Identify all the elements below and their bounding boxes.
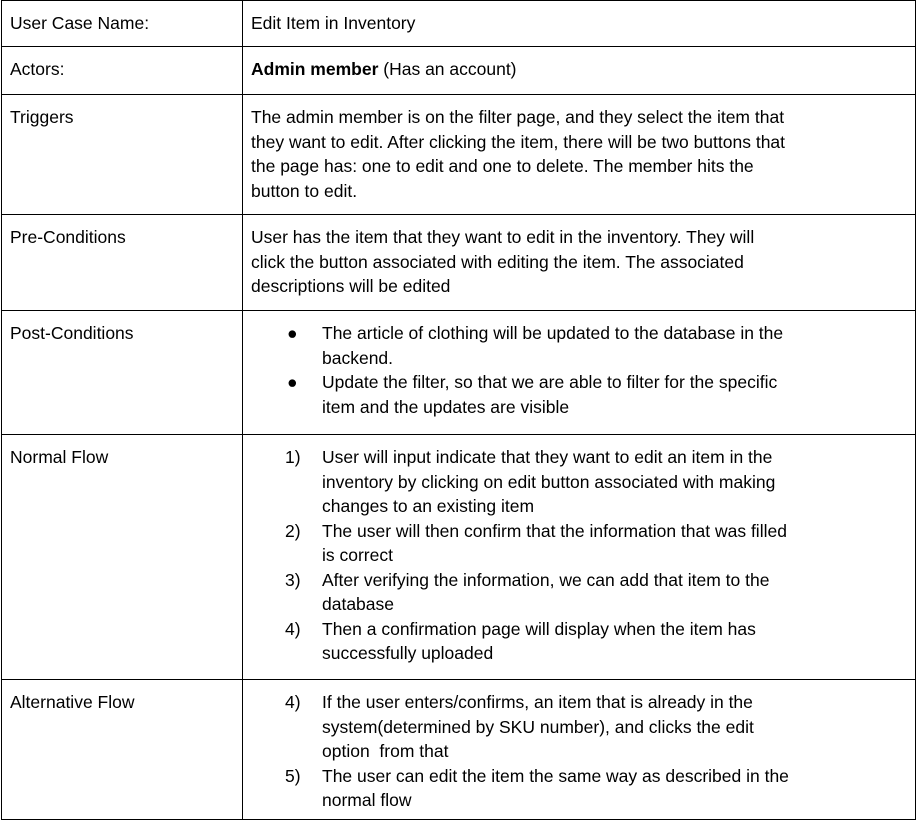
text-line: is correct — [322, 545, 393, 565]
label-triggers — [2, 95, 243, 215]
step-number: 2) — [285, 520, 301, 541]
value-pre-conditions — [243, 215, 916, 311]
step-number: 3) — [285, 569, 301, 590]
bullet-list — [251, 321, 907, 419]
label-text: Post-Conditions — [10, 323, 134, 343]
label-text: Alternative Flow — [10, 692, 135, 712]
step-number: 4) — [285, 692, 301, 712]
text-line: they want to edit. After clicking the item, there will be two buttons that — [251, 131, 786, 152]
list-item — [251, 617, 907, 666]
text-line: item and the updates are visible — [322, 396, 570, 417]
text-line: the page has: one to edit and one to delete. The member hits the — [251, 156, 754, 176]
triggers-text — [251, 95, 907, 203]
list-item — [251, 519, 907, 568]
text-line: successfully uploaded — [322, 643, 494, 663]
text-line: database — [322, 594, 395, 614]
text-line: normal flow — [322, 790, 412, 810]
text-line: button to edit. — [251, 180, 358, 201]
text-line: descriptions will be edited — [251, 276, 451, 296]
bullet-icon: ● — [287, 323, 298, 343]
label-text: Normal Flow — [10, 447, 109, 467]
text-line: The admin member is on the filter page, and they select the item that — [251, 107, 785, 127]
preconditions-text — [251, 215, 907, 299]
text-line: The user will then confirm that the information that was filled — [322, 520, 787, 541]
text-line: backend. — [322, 347, 394, 368]
text-line: User will input indicate that they want to edit an item in the — [322, 447, 773, 467]
step-number: 5) — [285, 765, 301, 786]
value-post-conditions — [243, 311, 916, 435]
list-item — [251, 568, 907, 617]
text-line: The article of clothing will be updated to the database in the — [322, 323, 784, 343]
actors-value — [251, 47, 907, 82]
value-use-case-name — [243, 1, 916, 47]
row-actors — [2, 47, 916, 95]
label-text: Triggers — [10, 107, 74, 127]
list-item — [251, 690, 907, 764]
label-alternative-flow — [2, 680, 243, 820]
label-pre-conditions — [2, 215, 243, 311]
row-pre-conditions — [2, 215, 916, 311]
value-actors — [243, 47, 916, 95]
list-item — [251, 370, 907, 419]
row-triggers — [2, 95, 916, 215]
label-use-case-name — [2, 1, 243, 47]
numbered-list — [251, 445, 907, 666]
text-line: The user can edit the item the same way as described in the — [322, 765, 789, 786]
label-text: Pre-Conditions — [10, 227, 126, 247]
text-line: User has the item that they want to edit in the inventory. They will — [251, 227, 755, 247]
row-use-case-name — [2, 1, 916, 47]
row-post-conditions — [2, 311, 916, 435]
text-line: option from that — [322, 741, 449, 761]
text-line: inventory by clicking on edit button associated with making — [322, 471, 776, 492]
numbered-list — [251, 690, 907, 813]
text-line: changes to an existing item — [322, 496, 535, 516]
text-line: system(determined by SKU number), and clicks the edit — [322, 716, 754, 737]
list-item — [251, 764, 907, 813]
text-line: If the user enters/confirms, an item that is already in the — [322, 692, 753, 712]
label-text: User Case Name: — [10, 13, 150, 33]
actor-name: Admin member — [251, 59, 379, 79]
text-line: After verifying the information, we can add that item to the — [322, 569, 770, 590]
value-normal-flow — [243, 435, 916, 680]
label-text: Actors: — [10, 59, 65, 79]
value-triggers — [243, 95, 916, 215]
actor-note: (Has an account) — [378, 59, 517, 79]
label-normal-flow — [2, 435, 243, 680]
list-item — [251, 321, 907, 370]
text-line: Update the filter, so that we are able to filter for the specific — [322, 372, 778, 392]
step-number: 4) — [285, 618, 301, 639]
label-post-conditions — [2, 311, 243, 435]
text-line: click the button associated with editing the item. The associated — [251, 251, 744, 272]
row-normal-flow — [2, 435, 916, 680]
value-alternative-flow — [243, 680, 916, 820]
text-line: Then a confirmation page will display when the item has — [322, 618, 756, 639]
bullet-icon: ● — [287, 372, 298, 392]
value-text: Edit Item in Inventory — [251, 13, 416, 33]
label-actors — [2, 47, 243, 95]
list-item — [251, 445, 907, 519]
step-number: 1) — [285, 447, 301, 467]
row-alternative-flow — [2, 680, 916, 820]
use-case-table — [1, 0, 916, 820]
